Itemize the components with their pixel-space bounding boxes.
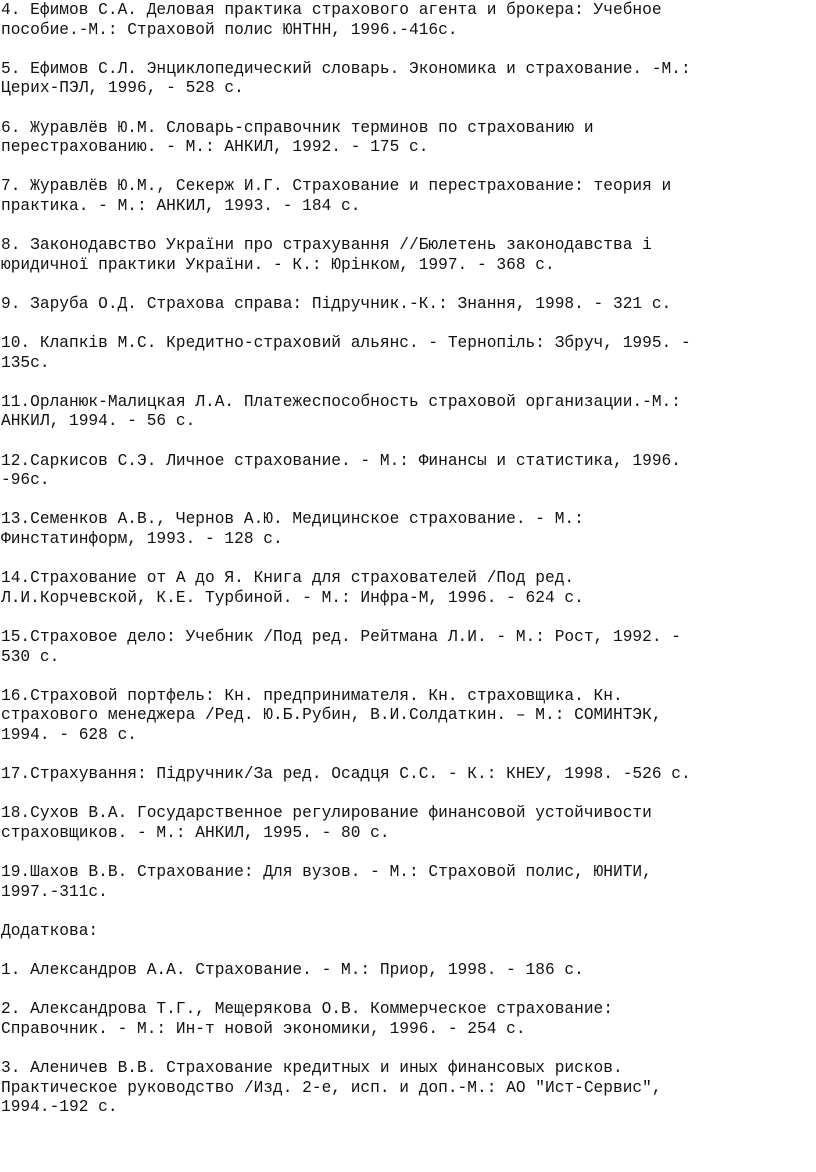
reference-entry: 15.Страховое дело: Учебник /Под ред. Рейтмана Л.И. - М.: Рост, 1992. - 530 с. bbox=[1, 628, 681, 666]
additional-reference-entry: 2. Александрова Т.Г., Мещерякова О.В. Коммерческое страхование: Справочник. - М.: Ин-т новой экономики, 1996. - 254 с. bbox=[1, 1000, 613, 1038]
main-reference-list bbox=[1, 1, 816, 902]
reference-entry: 10. Клапків М.С. Кредитно-страховий альянс. - Тернопіль: Збруч, 1995. - 135с. bbox=[1, 334, 691, 372]
reference-entry: 4. Ефимов С.А. Деловая практика страхового агента и брокера: Учебное пособие.-М.: Страховой полис ЮНТНН, 1996.-416с. bbox=[1, 1, 662, 39]
reference-entry: 8. Законодавство України про страхування //Бюлетень законодавства і юридичної практики України. - К.: Юрінком, 1997. - 368 с. bbox=[1, 236, 652, 274]
additional-reference-entry: 1. Александров А.А. Страхование. - М.: Приор, 1998. - 186 с. bbox=[1, 961, 584, 980]
reference-entry: 11.Орланюк-Малицкая Л.А. Платежеспособность страховой организации.-М.: АНКИЛ, 1994. - 56 с. bbox=[1, 392, 681, 431]
additional-reference-list bbox=[1, 961, 816, 1118]
reference-entry: 19.Шахов В.В. Страхование: Для вузов. - М.: Страховой полис, ЮНИТИ, 1997.-311с. bbox=[1, 863, 652, 901]
reference-entry: 7. Журавлёв Ю.М., Секерж И.Г. Страхование и перестрахование: теория и практика. - М.: АНКИЛ, 1993. - 184 с. bbox=[1, 177, 672, 215]
reference-entry: 13.Семенков А.В., Чернов А.Ю. Медицинское страхование. - М.: Финстатинформ, 1993. - 128 с. bbox=[1, 510, 584, 549]
additional-section-heading: Додаткова: bbox=[1, 921, 99, 940]
additional-reference-entry: 3. Аленичев В.В. Страхование кредитных и иных финансовых рисков. Практическое руководство /Изд. 2-е, исп. и доп.-М.: АО "Ист-Сервис", 1994.-192 с. bbox=[1, 1059, 662, 1117]
reference-entry: 18.Сухов В.А. Государственное регулирование финансовой устойчивости страховщиков. - М.: АНКИЛ, 1995. - 80 с. bbox=[1, 804, 652, 842]
reference-entry: 6. Журавлёв Ю.М. Словарь-справочник терминов по страхованию и перестрахованию. - М.: АНКИЛ, 1992. - 175 с. bbox=[1, 118, 594, 157]
reference-entry: 5. Ефимов С.Л. Энциклопедический словарь. Экономика и страхование. -М.: Церих-ПЭЛ, 1996, - 528 с. bbox=[1, 59, 691, 98]
reference-entry: 14.Страхование от А до Я. Книга для страхователей /Под ред. Л.И.Корчевской, К.Е. Турбиной. - М.: Инфра-М, 1996. - 624 с. bbox=[1, 569, 584, 607]
reference-entry: 9. Заруба О.Д. Страхова справа: Підручник.-К.: Знання, 1998. - 321 с. bbox=[1, 294, 672, 313]
reference-entry: 17.Страхування: Підручник/За ред. Осадця С.С. - К.: КНЕУ, 1998. -526 с. bbox=[1, 765, 691, 784]
reference-entry: 16.Страховой портфель: Кн. предпринимателя. Кн. страховщика. Кн. страхового менеджера /Ред. Ю.Б.Рубин, В.И.Солдаткин. – М.: СОМИНТЭК, 1994. - 628 с. bbox=[1, 686, 662, 744]
reference-entry: 12.Саркисов С.Э. Личное страхование. - М.: Финансы и статистика, 1996. -96с. bbox=[1, 451, 681, 490]
